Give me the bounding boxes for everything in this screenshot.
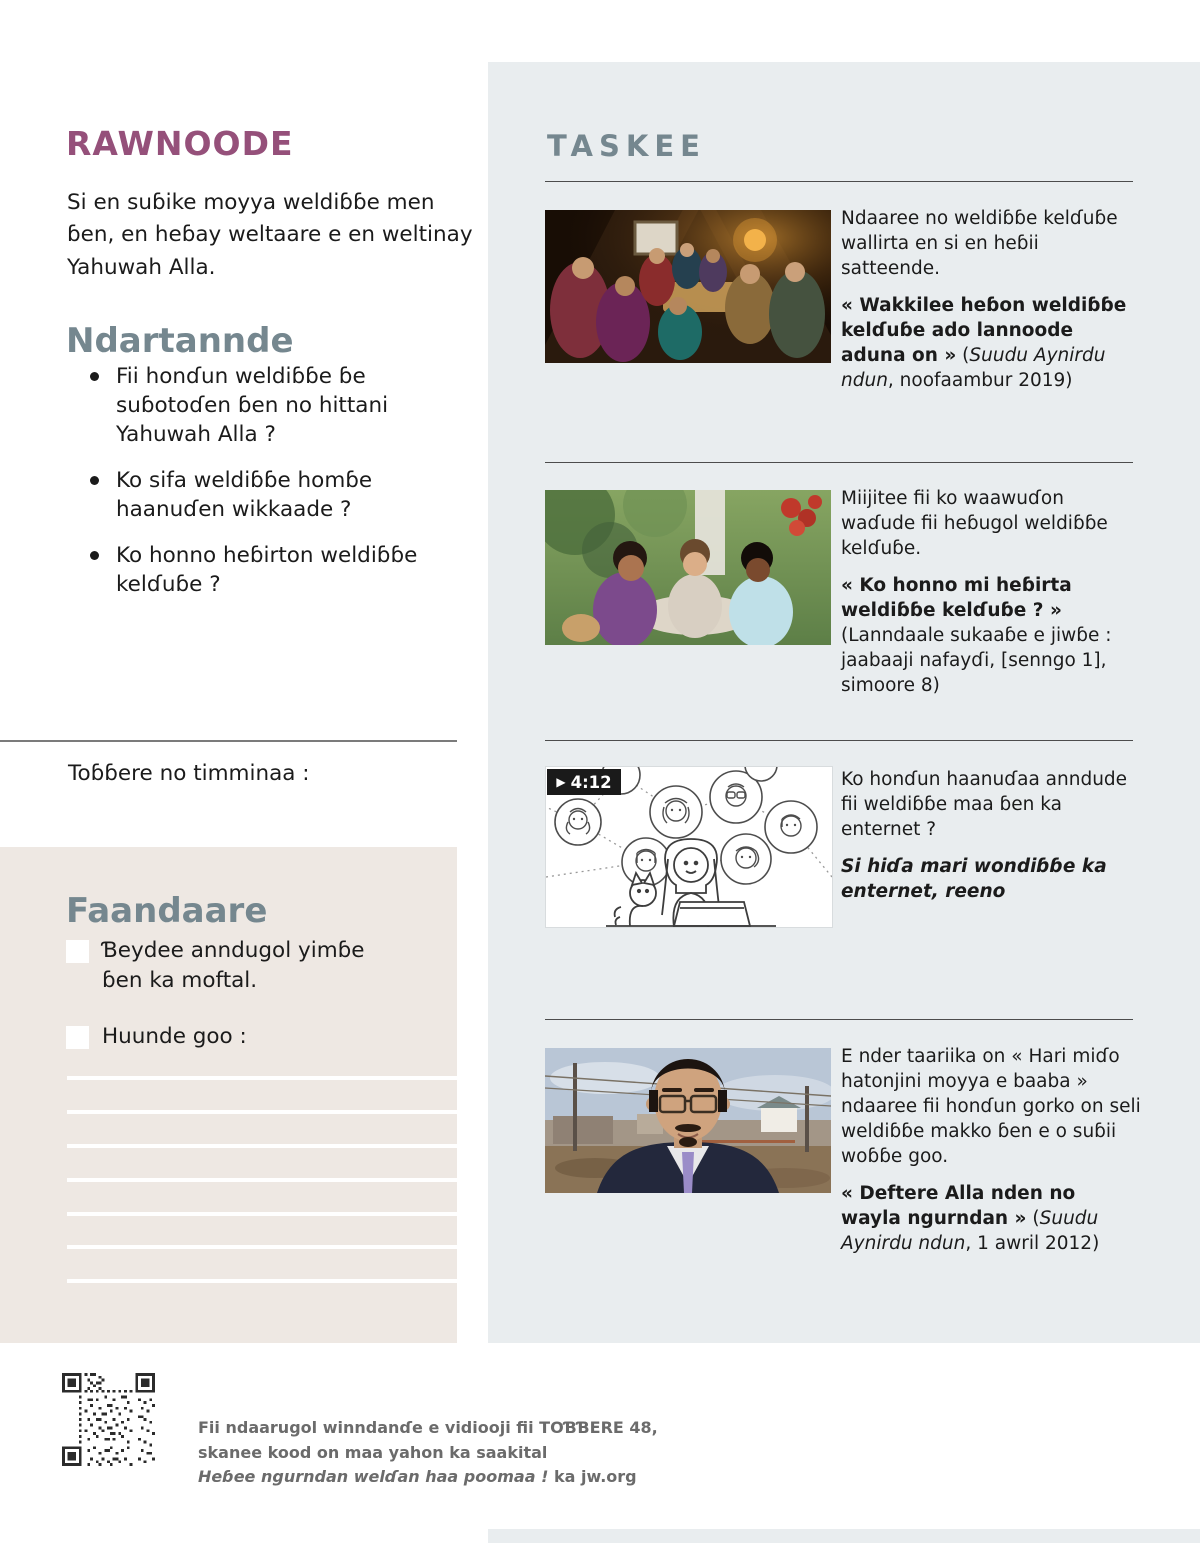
writing-line bbox=[67, 1144, 457, 1148]
reference-source-date: , noofaambur 2019) bbox=[887, 370, 1073, 391]
item-intro bbox=[841, 767, 1141, 842]
writing-line bbox=[67, 1212, 457, 1216]
bullet-icon bbox=[90, 476, 99, 485]
bullet-icon bbox=[90, 372, 99, 381]
writing-line bbox=[67, 1178, 457, 1182]
reference-source: (Lanndaale sukaaɓe e jiwɓe : jaabaaji nafayɗi, [senngo 1], simoore 8) bbox=[841, 625, 1112, 696]
goal-row bbox=[66, 936, 396, 996]
item-divider bbox=[545, 1019, 1133, 1020]
intro-paragraph: Si en suɓike moyya weldiɓɓe men ɓen, en heɓay weltaare e en weltinay Yahuwah Alla. bbox=[67, 189, 473, 280]
footer-line-3 bbox=[198, 1465, 658, 1490]
question-item bbox=[88, 541, 423, 599]
video-duration-badge bbox=[547, 769, 621, 795]
reference-title: « Deftere Alla nden no wayla ngurndan » bbox=[841, 1183, 1076, 1229]
footer-line-2: skanee kood on maa yahon ka saakital bbox=[198, 1442, 548, 1462]
writing-line bbox=[67, 1279, 457, 1283]
rawnoode-heading: RAWNOODE bbox=[66, 124, 294, 164]
question-list bbox=[88, 362, 423, 616]
question-text: Fii honɗun weldiɓɓe ɓe suɓotoɗen ɓen no hittani Yahuwah Alla ? bbox=[116, 364, 389, 447]
brother-portrait-photo bbox=[545, 1048, 831, 1193]
left-column-divider bbox=[0, 740, 457, 742]
taskee-item-1-text bbox=[841, 206, 1141, 405]
friends-cafe-photo bbox=[545, 490, 831, 645]
taskee-heading: TASKEE bbox=[547, 129, 706, 164]
checkbox[interactable] bbox=[66, 940, 89, 963]
question-text: Ko honno heɓirton weldiɓɓe kelɗuɓe ? bbox=[116, 543, 418, 597]
taskee-item-4-text bbox=[841, 1044, 1141, 1268]
item-divider bbox=[545, 181, 1133, 182]
goal-label: Ɓeydee anndugol yimɓe ɓen ka moftal. bbox=[102, 938, 365, 993]
bottom-gray-strip bbox=[488, 1529, 1200, 1543]
writing-line bbox=[67, 1076, 457, 1080]
reference-source: ( bbox=[956, 345, 970, 366]
video-duration: 4:12 bbox=[570, 772, 612, 792]
footer-instructions bbox=[198, 1416, 658, 1490]
publication-title: Heɓee ngurndan welɗan haa poomaa ! bbox=[198, 1467, 549, 1486]
intro-text: Ko honɗun haanuɗaa anndude fii weldiɓɓe maa ɓen ka enternet ? bbox=[841, 769, 1128, 840]
reference-source-title: Suudu Aynirdu ndun bbox=[841, 345, 1106, 391]
taskee-item-3-text bbox=[841, 767, 1141, 916]
intro-text: Miijitee fii ko waawuɗon waɗude fii heɓugol weldiɓɓe kelɗuɓe. bbox=[841, 488, 1108, 559]
question-text: Ko sifa weldiɓɓe homɓe haanuɗen wikkaade ? bbox=[116, 468, 373, 522]
video-title: Si hiɗa mari wondiɓɓe ka enternet, reeno bbox=[841, 856, 1107, 902]
intro-text: E nder taariika on « Hari miɗo hatonjini moyya e baaba » ndaaree fii honɗun gorko on seli weldiɓɓe makko ɓen e o suɓii woɓɓe goo. bbox=[841, 1046, 1141, 1167]
footer-line-1: Fii ndaarugol winndanɗe e vidiooji fii TOƁƁERE 48, bbox=[198, 1418, 658, 1437]
item-reference bbox=[841, 293, 1141, 393]
intro-text: Ndaaree no weldiɓɓe kelɗuɓe wallirta en si en heɓii satteende. bbox=[841, 208, 1118, 279]
checkbox[interactable] bbox=[66, 1026, 89, 1049]
attic-meeting-photo bbox=[545, 210, 831, 363]
writing-line bbox=[67, 1245, 457, 1249]
reference-title: « Wakkilee heɓon weldiɓɓe kelɗuɓe ado lannoode aduna on » bbox=[841, 295, 1127, 366]
item-intro bbox=[841, 206, 1141, 281]
writing-line bbox=[67, 1110, 457, 1114]
tobbere-label: Toɓɓere no timminaa : bbox=[68, 761, 310, 786]
reference-title: « Ko honno mi heɓirta weldiɓɓe kelɗuɓe ? » bbox=[841, 575, 1072, 621]
reference-source-title: Suudu Aynirdu ndun bbox=[841, 1208, 1099, 1254]
item-intro bbox=[841, 1044, 1141, 1169]
item-divider bbox=[545, 462, 1133, 463]
ndartannde-heading: Ndartannde bbox=[66, 321, 294, 362]
item-reference bbox=[841, 1181, 1141, 1256]
question-item bbox=[88, 466, 423, 524]
jw-org-reference: ka jw.org bbox=[548, 1467, 637, 1486]
question-item bbox=[88, 362, 423, 449]
reference-source: ( bbox=[1026, 1208, 1040, 1229]
qr-code bbox=[62, 1373, 155, 1487]
taskee-item-2-text bbox=[841, 486, 1141, 710]
item-intro bbox=[841, 486, 1141, 561]
bullet-icon bbox=[90, 551, 99, 560]
faandaare-heading: Faandaare bbox=[66, 891, 268, 932]
item-divider bbox=[545, 740, 1133, 741]
item-reference bbox=[841, 573, 1141, 698]
reference-source-date: , 1 awril 2012) bbox=[965, 1233, 1100, 1254]
goal-row bbox=[66, 1022, 396, 1052]
goal-label: Huunde goo : bbox=[102, 1024, 247, 1049]
play-icon: ▶ bbox=[556, 775, 566, 789]
